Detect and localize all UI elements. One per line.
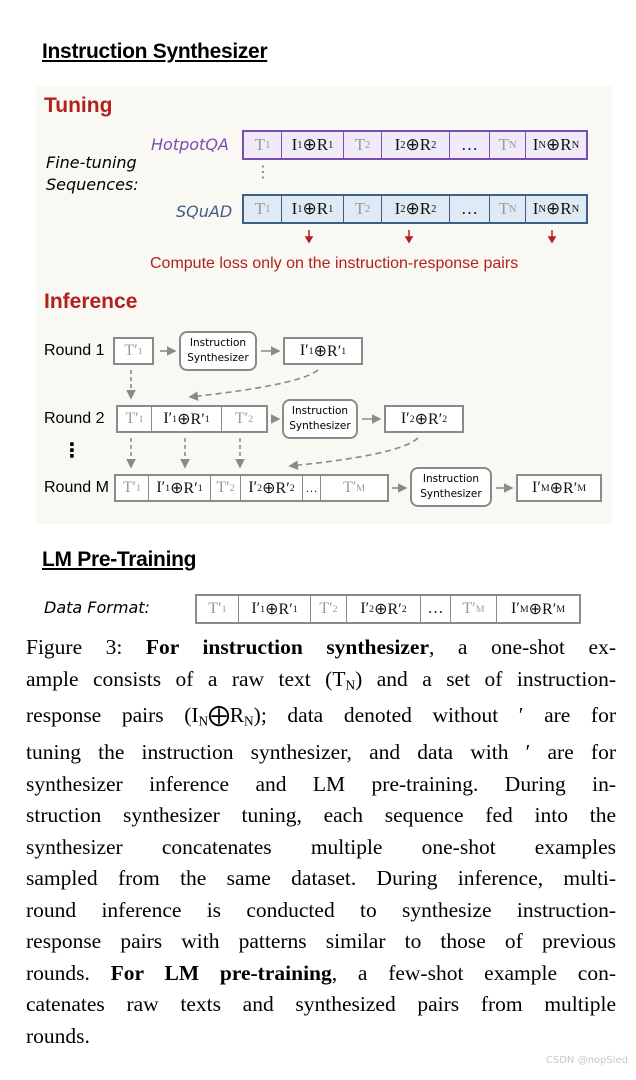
caption-line: synthesizer inference and LM pre-training. During in- <box>26 771 616 796</box>
seq-cell-instruction-response: I′ 2 ⊕R′ 2 <box>347 596 421 622</box>
caption-line: catenates raw texts and synthesized pairs from multiple <box>26 992 616 1017</box>
rounds-vertical-ellipsis: ⋮ <box>62 438 82 462</box>
caption-subscript: N <box>198 713 209 729</box>
caption-subscript: N <box>244 713 254 729</box>
fine-tuning-label-line1: Fine-tuning <box>46 153 137 172</box>
seq-cell-instruction-response: I′ 1 ⊕R′ 1 <box>152 407 222 431</box>
caption-text: ); data denoted without ′ are for <box>253 703 616 728</box>
watermark: CSDN @nopSled <box>545 1055 628 1066</box>
seq-cell-raw-text: T′ 1 <box>197 596 239 622</box>
vertical-ellipsis: ⋮ <box>255 162 271 181</box>
dataset-squad-label: SQuAD <box>176 202 233 221</box>
seq-cell-raw-text: T′ 1 <box>116 476 149 500</box>
seq-cell-instruction-response: I′ M ⊕R′ M <box>531 479 587 497</box>
seq-cell-raw-text: T 1 <box>244 132 282 158</box>
synth-line2: Synthesizer <box>289 420 351 432</box>
tuning-heading: Tuning <box>44 94 113 117</box>
caption-text: Figure 3: <box>26 635 146 659</box>
fine-tuning-label-line2: Sequences: <box>46 175 139 194</box>
caption-text: response pairs (I <box>26 703 199 728</box>
seq-cell-instruction-response: I 1 ⊕R 1 <box>282 196 344 222</box>
caption-line <box>26 700 616 737</box>
round-m-label: Round M <box>44 479 109 496</box>
caption-text: , a one-shot ex- <box>429 635 616 659</box>
seq-cell-instruction-response: I 2 ⊕R 2 <box>382 196 450 222</box>
caption-line: tuning the instruction synthesizer, and data with ′ are for <box>26 740 616 765</box>
caption-line: response pairs with patterns similar to those of previous <box>26 929 616 954</box>
caption-subscript: N <box>345 676 356 692</box>
figure-caption <box>26 632 616 1052</box>
seq-cell-raw-text: T N <box>490 196 526 222</box>
round-2-label: Round 2 <box>44 410 105 427</box>
synth-line2: Synthesizer <box>420 488 482 500</box>
lm-pretraining-heading: LM Pre-Training <box>42 548 197 571</box>
seq-cell-ellipsis: … <box>303 476 321 500</box>
seq-cell-instruction-response: I N ⊕R N <box>532 135 580 154</box>
caption-bold: For instruction synthesizer <box>145 635 430 659</box>
dataset-hotpotqa-label: HotpotQA <box>151 135 229 154</box>
seq-cell-raw-text: T′ 2 <box>234 410 254 427</box>
caption-text: rounds. <box>26 960 111 985</box>
seq-cell-instruction-response: I N ⊕R N <box>532 199 580 218</box>
seq-cell-raw-text: T 2 <box>344 196 382 222</box>
caption-line: round inference is conducted to synthesize instruction- <box>26 897 616 922</box>
seq-cell-raw-text: T′ 1 <box>118 407 152 431</box>
seq-cell-raw-text: T′ 2 <box>311 596 347 622</box>
synth-line1: Instruction <box>189 337 247 349</box>
caption-text: ) and a set of instruction- <box>355 666 616 691</box>
caption-line: synthesizer concatenates multiple one-shot examples <box>26 834 616 859</box>
synth-line1: Instruction <box>291 405 349 417</box>
seq-cell-instruction-response: I′ M ⊕R′ M <box>510 600 566 618</box>
seq-cell-instruction-response: I′ 2 ⊕R′ 2 <box>400 410 448 428</box>
caption-line: sampled from the same dataset. During inference, multi- <box>26 866 616 891</box>
seq-cell-instruction-response: I′ 1 ⊕R′ 1 <box>299 342 347 360</box>
seq-cell-raw-text: T N <box>490 132 526 158</box>
caption-text: ample consists of a raw text (T <box>26 666 346 691</box>
instruction-synthesizer-heading: Instruction Synthesizer <box>42 40 268 63</box>
seq-cell-raw-text: T 1 <box>244 196 282 222</box>
round-1-label: Round 1 <box>44 342 105 359</box>
caption-line: struction synthesizer tuning, each sequence fed into the <box>26 803 616 828</box>
caption-text: ⨁ <box>208 703 230 728</box>
caption-line: rounds. <box>26 1023 90 1048</box>
caption-text: , a few-shot example con- <box>331 960 616 985</box>
seq-cell-instruction-response: I 1 ⊕R 1 <box>282 132 344 158</box>
caption-text: R <box>229 703 245 728</box>
caption-line <box>26 958 616 990</box>
inference-heading: Inference <box>44 290 138 313</box>
seq-cell-raw-text: T′ M <box>451 596 497 622</box>
data-format-label: Data Format: <box>44 598 150 617</box>
seq-cell-raw-text: T′ 1 <box>124 342 143 359</box>
synth-line2: Synthesizer <box>187 352 249 364</box>
seq-cell-raw-text: T′ 2 <box>211 476 241 500</box>
loss-note: Compute loss only on the instruction-response pairs <box>150 255 519 272</box>
caption-line <box>26 664 616 701</box>
seq-cell-instruction-response: I′ 1 ⊕R′ 1 <box>149 476 211 500</box>
seq-cell-instruction-response: I 2 ⊕R 2 <box>382 132 450 158</box>
seq-cell-ellipsis: … <box>421 596 451 622</box>
caption-bold: For LM pre-training <box>110 960 332 985</box>
seq-cell-raw-text: T 2 <box>344 132 382 158</box>
seq-cell-instruction-response: I′ 2 ⊕R′ 2 <box>241 476 303 500</box>
pretraining-data-format-sequence <box>195 594 581 624</box>
seq-cell-ellipsis: … <box>450 196 490 222</box>
seq-cell-ellipsis: … <box>450 132 490 158</box>
caption-line <box>26 632 616 664</box>
seq-cell-raw-text: T′ M <box>342 479 366 496</box>
seq-cell-instruction-response: I′ 1 ⊕R′ 1 <box>239 596 311 622</box>
synth-line1: Instruction <box>422 473 480 485</box>
